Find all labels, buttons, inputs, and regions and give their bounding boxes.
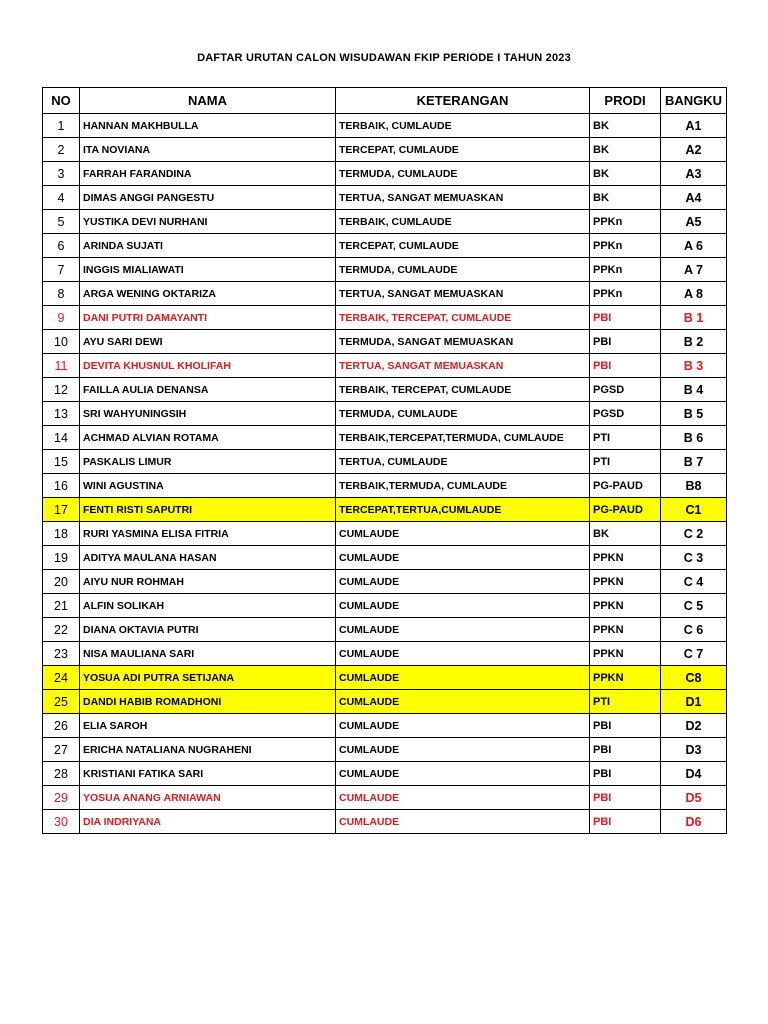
cell-keterangan: CUMLAUDE	[336, 618, 590, 642]
cell-nama: DANI PUTRI DAMAYANTI	[80, 306, 336, 330]
cell-nama: DIA INDRIYANA	[80, 810, 336, 834]
cell-prodi: PBI	[590, 306, 661, 330]
cell-prodi: PG-PAUD	[590, 498, 661, 522]
cell-keterangan: TERCEPAT, CUMLAUDE	[336, 138, 590, 162]
cell-nama: ITA NOVIANA	[80, 138, 336, 162]
cell-bangku: A 7	[661, 258, 727, 282]
table-row	[43, 162, 727, 186]
cell-bangku: C 2	[661, 522, 727, 546]
cell-no: 2	[43, 138, 80, 162]
cell-prodi: BK	[590, 138, 661, 162]
cell-no: 8	[43, 282, 80, 306]
cell-bangku: D4	[661, 762, 727, 786]
cell-no: 28	[43, 762, 80, 786]
table-row	[43, 546, 727, 570]
cell-prodi: BK	[590, 114, 661, 138]
cell-no: 7	[43, 258, 80, 282]
cell-nama: ADITYA MAULANA HASAN	[80, 546, 336, 570]
cell-nama: DEVITA KHUSNUL KHOLIFAH	[80, 354, 336, 378]
cell-prodi: PBI	[590, 762, 661, 786]
graduate-list-table	[42, 87, 727, 834]
cell-no: 10	[43, 330, 80, 354]
cell-nama: ALFIN SOLIKAH	[80, 594, 336, 618]
cell-nama: ARGA WENING OKTARIZA	[80, 282, 336, 306]
cell-no: 21	[43, 594, 80, 618]
table-row	[43, 114, 727, 138]
cell-nama: AYU SARI DEWI	[80, 330, 336, 354]
cell-nama: DANDI HABIB ROMADHONI	[80, 690, 336, 714]
cell-keterangan: TERCEPAT, CUMLAUDE	[336, 234, 590, 258]
table-row	[43, 690, 727, 714]
cell-nama: FAILLA AULIA DENANSA	[80, 378, 336, 402]
cell-nama: YUSTIKA DEVI NURHANI	[80, 210, 336, 234]
header-prodi: PRODI	[590, 88, 661, 114]
table-row	[43, 330, 727, 354]
cell-nama: ELIA SAROH	[80, 714, 336, 738]
cell-prodi: PPKn	[590, 234, 661, 258]
table-row	[43, 210, 727, 234]
cell-keterangan: CUMLAUDE	[336, 594, 590, 618]
cell-prodi: PBI	[590, 738, 661, 762]
cell-prodi: PBI	[590, 786, 661, 810]
cell-prodi: PBI	[590, 714, 661, 738]
cell-keterangan: TERMUDA, CUMLAUDE	[336, 258, 590, 282]
cell-keterangan: CUMLAUDE	[336, 810, 590, 834]
cell-bangku: D1	[661, 690, 727, 714]
cell-keterangan: TERCEPAT,TERTUA,CUMLAUDE	[336, 498, 590, 522]
cell-prodi: PG-PAUD	[590, 474, 661, 498]
cell-nama: RURI YASMINA ELISA FITRIA	[80, 522, 336, 546]
cell-no: 15	[43, 450, 80, 474]
cell-prodi: PPKN	[590, 570, 661, 594]
cell-prodi: PBI	[590, 354, 661, 378]
cell-no: 16	[43, 474, 80, 498]
cell-prodi: PBI	[590, 810, 661, 834]
cell-no: 9	[43, 306, 80, 330]
cell-prodi: PPKN	[590, 618, 661, 642]
cell-no: 4	[43, 186, 80, 210]
cell-prodi: PPKN	[590, 642, 661, 666]
cell-keterangan: CUMLAUDE	[336, 738, 590, 762]
cell-nama: DIMAS ANGGI PANGESTU	[80, 186, 336, 210]
cell-no: 14	[43, 426, 80, 450]
cell-nama: KRISTIANI FATIKA SARI	[80, 762, 336, 786]
cell-keterangan: TERBAIK, TERCEPAT, CUMLAUDE	[336, 378, 590, 402]
cell-nama: AIYU NUR ROHMAH	[80, 570, 336, 594]
cell-bangku: A4	[661, 186, 727, 210]
table-row	[43, 234, 727, 258]
header-keterangan: KETERANGAN	[336, 88, 590, 114]
header-no: NO	[43, 88, 80, 114]
cell-bangku: D2	[661, 714, 727, 738]
cell-prodi: PPKn	[590, 210, 661, 234]
cell-bangku: B 5	[661, 402, 727, 426]
table-row	[43, 450, 727, 474]
cell-prodi: PPKN	[590, 666, 661, 690]
cell-no: 19	[43, 546, 80, 570]
table-row	[43, 498, 727, 522]
table-row	[43, 402, 727, 426]
cell-no: 29	[43, 786, 80, 810]
cell-bangku: C 6	[661, 618, 727, 642]
cell-prodi: BK	[590, 162, 661, 186]
cell-prodi: BK	[590, 522, 661, 546]
cell-nama: FARRAH FARANDINA	[80, 162, 336, 186]
cell-bangku: A1	[661, 114, 727, 138]
table-row	[43, 642, 727, 666]
cell-no: 20	[43, 570, 80, 594]
table-row	[43, 306, 727, 330]
cell-prodi: PPKn	[590, 282, 661, 306]
cell-bangku: D5	[661, 786, 727, 810]
cell-no: 25	[43, 690, 80, 714]
cell-keterangan: TERBAIK,TERMUDA, CUMLAUDE	[336, 474, 590, 498]
table-row	[43, 258, 727, 282]
cell-no: 3	[43, 162, 80, 186]
cell-keterangan: TERBAIK, TERCEPAT, CUMLAUDE	[336, 306, 590, 330]
cell-nama: HANNAN MAKHBULLA	[80, 114, 336, 138]
header-bangku: BANGKU	[661, 88, 727, 114]
document-title: DAFTAR URUTAN CALON WISUDAWAN FKIP PERIODE I TAHUN 2023	[197, 52, 571, 64]
cell-keterangan: CUMLAUDE	[336, 546, 590, 570]
cell-bangku: C 5	[661, 594, 727, 618]
cell-keterangan: TERMUDA, SANGAT MEMUASKAN	[336, 330, 590, 354]
cell-bangku: B8	[661, 474, 727, 498]
cell-no: 22	[43, 618, 80, 642]
cell-no: 11	[43, 354, 80, 378]
cell-keterangan: TERTUA, SANGAT MEMUASKAN	[336, 354, 590, 378]
table-row	[43, 786, 727, 810]
header-nama: NAMA	[80, 88, 336, 114]
cell-prodi: PTI	[590, 690, 661, 714]
cell-nama: SRI WAHYUNINGSIH	[80, 402, 336, 426]
cell-keterangan: CUMLAUDE	[336, 786, 590, 810]
cell-bangku: B 3	[661, 354, 727, 378]
cell-bangku: B 6	[661, 426, 727, 450]
cell-prodi: PGSD	[590, 378, 661, 402]
table-row	[43, 666, 727, 690]
cell-nama: ERICHA NATALIANA NUGRAHENI	[80, 738, 336, 762]
table-row	[43, 354, 727, 378]
cell-keterangan: TERBAIK, CUMLAUDE	[336, 210, 590, 234]
cell-prodi: PPKN	[590, 546, 661, 570]
cell-keterangan: TERTUA, SANGAT MEMUASKAN	[336, 186, 590, 210]
cell-nama: FENTI RISTI SAPUTRI	[80, 498, 336, 522]
cell-keterangan: CUMLAUDE	[336, 522, 590, 546]
cell-bangku: D3	[661, 738, 727, 762]
cell-keterangan: CUMLAUDE	[336, 666, 590, 690]
cell-prodi: PTI	[590, 426, 661, 450]
cell-bangku: A5	[661, 210, 727, 234]
cell-bangku: A 8	[661, 282, 727, 306]
cell-keterangan: CUMLAUDE	[336, 714, 590, 738]
cell-bangku: D6	[661, 810, 727, 834]
table-row	[43, 714, 727, 738]
cell-bangku: C 4	[661, 570, 727, 594]
cell-no: 30	[43, 810, 80, 834]
cell-no: 26	[43, 714, 80, 738]
cell-keterangan: TERBAIK, CUMLAUDE	[336, 114, 590, 138]
cell-nama: YOSUA ADI PUTRA SETIJANA	[80, 666, 336, 690]
header-row	[43, 88, 727, 114]
cell-bangku: C8	[661, 666, 727, 690]
cell-no: 18	[43, 522, 80, 546]
cell-prodi: PPKn	[590, 258, 661, 282]
cell-bangku: A3	[661, 162, 727, 186]
table-row	[43, 474, 727, 498]
table-row	[43, 618, 727, 642]
cell-no: 6	[43, 234, 80, 258]
cell-bangku: B 4	[661, 378, 727, 402]
cell-bangku: B 7	[661, 450, 727, 474]
cell-bangku: B 1	[661, 306, 727, 330]
cell-keterangan: CUMLAUDE	[336, 762, 590, 786]
table-body	[43, 114, 727, 834]
cell-keterangan: CUMLAUDE	[336, 570, 590, 594]
table-row	[43, 426, 727, 450]
cell-nama: PASKALIS LIMUR	[80, 450, 336, 474]
cell-nama: WINI AGUSTINA	[80, 474, 336, 498]
cell-prodi: PTI	[590, 450, 661, 474]
table-row	[43, 762, 727, 786]
cell-keterangan: TERTUA, SANGAT MEMUASKAN	[336, 282, 590, 306]
cell-keterangan: TERTUA, CUMLAUDE	[336, 450, 590, 474]
cell-no: 23	[43, 642, 80, 666]
cell-keterangan: CUMLAUDE	[336, 642, 590, 666]
cell-no: 5	[43, 210, 80, 234]
cell-prodi: PGSD	[590, 402, 661, 426]
table-row	[43, 378, 727, 402]
cell-no: 24	[43, 666, 80, 690]
cell-no: 1	[43, 114, 80, 138]
table-row	[43, 738, 727, 762]
cell-nama: ARINDA SUJATI	[80, 234, 336, 258]
cell-bangku: C 7	[661, 642, 727, 666]
cell-keterangan: CUMLAUDE	[336, 690, 590, 714]
table-row	[43, 570, 727, 594]
cell-nama: NISA MAULIANA SARI	[80, 642, 336, 666]
table-row	[43, 522, 727, 546]
table-row	[43, 594, 727, 618]
cell-keterangan: TERBAIK,TERCEPAT,TERMUDA, CUMLAUDE	[336, 426, 590, 450]
cell-bangku: C 3	[661, 546, 727, 570]
cell-bangku: A 6	[661, 234, 727, 258]
cell-no: 13	[43, 402, 80, 426]
table-row	[43, 810, 727, 834]
cell-bangku: B 2	[661, 330, 727, 354]
cell-nama: INGGIS MIALIAWATI	[80, 258, 336, 282]
cell-prodi: BK	[590, 186, 661, 210]
cell-prodi: PBI	[590, 330, 661, 354]
cell-bangku: A2	[661, 138, 727, 162]
table-row	[43, 138, 727, 162]
cell-keterangan: TERMUDA, CUMLAUDE	[336, 162, 590, 186]
cell-nama: YOSUA ANANG ARNIAWAN	[80, 786, 336, 810]
cell-nama: ACHMAD ALVIAN ROTAMA	[80, 426, 336, 450]
table-row	[43, 186, 727, 210]
cell-prodi: PPKN	[590, 594, 661, 618]
cell-no: 27	[43, 738, 80, 762]
cell-nama: DIANA OKTAVIA PUTRI	[80, 618, 336, 642]
cell-keterangan: TERMUDA, CUMLAUDE	[336, 402, 590, 426]
cell-no: 17	[43, 498, 80, 522]
cell-no: 12	[43, 378, 80, 402]
table-row	[43, 282, 727, 306]
cell-bangku: C1	[661, 498, 727, 522]
